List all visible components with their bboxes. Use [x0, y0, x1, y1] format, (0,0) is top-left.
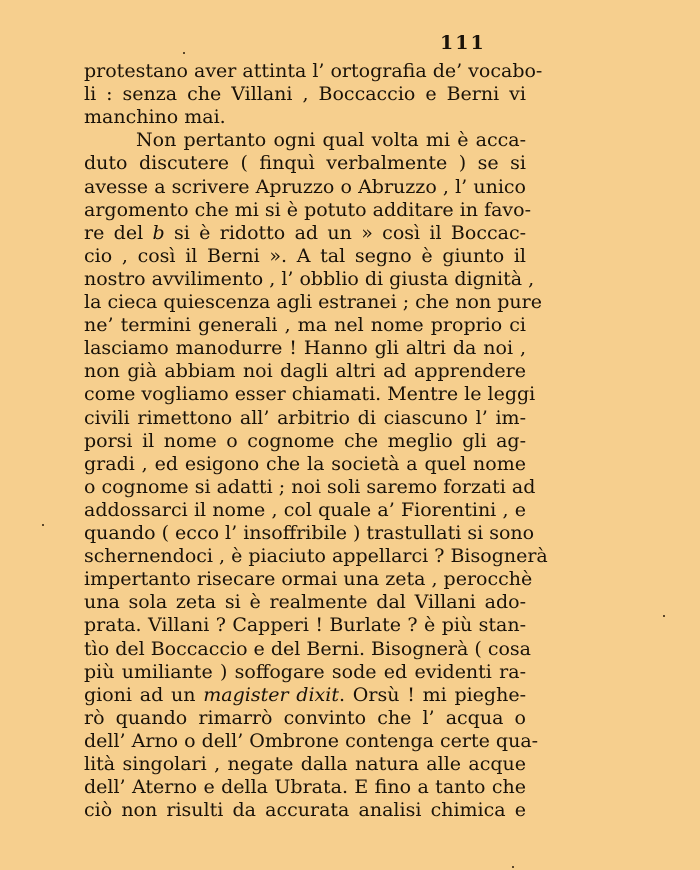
- text-segment: tìo del Boccaccio e del Berni. Bisognerà ( cosa: [84, 637, 531, 660]
- text-line: [84, 591, 526, 614]
- text-line: [84, 545, 548, 568]
- text-line: [84, 222, 526, 245]
- text-segment: dell’ Arno o dell’ Ombrone contenga certe qua-: [84, 729, 539, 752]
- text-line: [84, 453, 526, 476]
- text-segment: ciò non risulti da accurata analisi chimica e: [84, 799, 526, 822]
- text-segment: impertanto risecare ormai una zeta , perocchè: [84, 568, 533, 591]
- italic-text: magister dixit: [203, 683, 339, 706]
- text-segment: più umiliante ) soffogare sode ed evidenti ra-: [84, 660, 526, 683]
- text-line: [84, 568, 533, 591]
- italic-text: b: [152, 221, 165, 244]
- text-segment: protestano aver attinta l’ ortografia de’ vocabo-: [84, 60, 543, 82]
- text-line: [84, 614, 526, 637]
- text-segment: Non pertanto ogni qual volta mi è acca-: [136, 129, 526, 152]
- text-line: [84, 383, 536, 406]
- text-line: [84, 707, 526, 730]
- text-line: [84, 314, 526, 337]
- text-segment: li : senza che Villani , Boccaccio e Berni vi: [84, 83, 526, 106]
- paper-speck: [183, 52, 185, 54]
- text-line: [84, 499, 526, 522]
- text-line: [84, 60, 543, 83]
- text-segment: avesse a scrivere Apruzzo o Abruzzo , l’ unico: [84, 175, 526, 198]
- text-segment: schernendoci , è piaciuto appellarci ? Bisognerà: [84, 545, 548, 568]
- text-line: [84, 753, 526, 776]
- text-segment: re del: [84, 221, 153, 244]
- text-line: [84, 684, 526, 707]
- text-segment: cio , così il Berni ». A tal segno è giunto il: [84, 244, 526, 267]
- paper-speck: [663, 615, 665, 617]
- text-segment: duto discutere ( finquì verbalmente ) se si: [84, 152, 526, 175]
- page-number: 111: [440, 32, 486, 54]
- text-segment: dell’ Aterno e della Ubrata. E fino a tanto che: [84, 776, 526, 799]
- text-segment: manchino mai.: [84, 106, 226, 129]
- paper-speck: [512, 866, 514, 868]
- text-segment: non già abbiam noi dagli altri ad apprendere: [84, 360, 526, 383]
- text-line: [84, 106, 526, 129]
- text-segment: si è ridotto ad un » così il Boccac-: [164, 221, 527, 244]
- text-line: [84, 83, 526, 106]
- text-segment: addossarci il nome , col quale a’ Fiorentini , e: [84, 498, 526, 521]
- text-line: [84, 776, 526, 799]
- text-line: [84, 291, 542, 314]
- text-line: [84, 407, 526, 430]
- text-line: [84, 475, 536, 499]
- text-segment: gioni ad un: [84, 683, 204, 706]
- text-segment: ne’ termini generali , ma nel nome proprio ci: [84, 314, 526, 337]
- text-segment: lità singolari , negate dalla natura alle acque: [84, 753, 526, 775]
- text-segment: rò quando rimarrò convinto che l’ acqua o: [84, 706, 526, 729]
- text-segment: o cognome si adatti ; noi soli saremo forzati ad: [84, 475, 536, 498]
- text-segment: prata. Villani ? Capperi ! Burlate ? è più stan-: [84, 614, 526, 637]
- text-line: [136, 129, 526, 152]
- text-line: [84, 360, 526, 383]
- text-segment: quando ( ecco l’ insoffribile ) trastullati si sono: [84, 522, 535, 544]
- text-segment: lasciamo manodurre ! Hanno gli altri da noi ,: [84, 337, 526, 360]
- text-segment: una sola zeta si è realmente dal Villani ado-: [84, 591, 526, 614]
- text-segment: argomento che mi si è potuto additare in favo-: [84, 198, 532, 221]
- paper-speck: [42, 524, 44, 526]
- text-line: [84, 661, 526, 684]
- text-line: [84, 430, 526, 453]
- text-line: [84, 799, 526, 822]
- text-segment: gradi , ed esigono che la società a quel nome: [84, 452, 526, 475]
- text-line: [84, 637, 531, 661]
- text-line: [84, 267, 535, 291]
- text-segment: come vogliamo esser chiamati. Mentre le leggi: [84, 383, 536, 406]
- text-segment: . Orsù ! mi pieghe-: [338, 683, 526, 706]
- text-line: [84, 245, 526, 268]
- text-segment: civili rimettono all’ arbitrio di ciascuno l’ im-: [84, 406, 526, 429]
- text-segment: nostro avvilimento , l’ obblio di giusta dignità ,: [84, 267, 535, 290]
- text-line: [84, 152, 526, 175]
- text-line: [84, 176, 526, 199]
- text-line: [84, 522, 535, 545]
- text-segment: la cieca quiescenza agli estranei ; che non pure: [84, 291, 542, 313]
- text-line: [84, 729, 539, 753]
- text-line: [84, 198, 532, 222]
- text-segment: porsi il nome o cognome che meglio gli ag-: [84, 429, 526, 452]
- text-line: [84, 337, 526, 360]
